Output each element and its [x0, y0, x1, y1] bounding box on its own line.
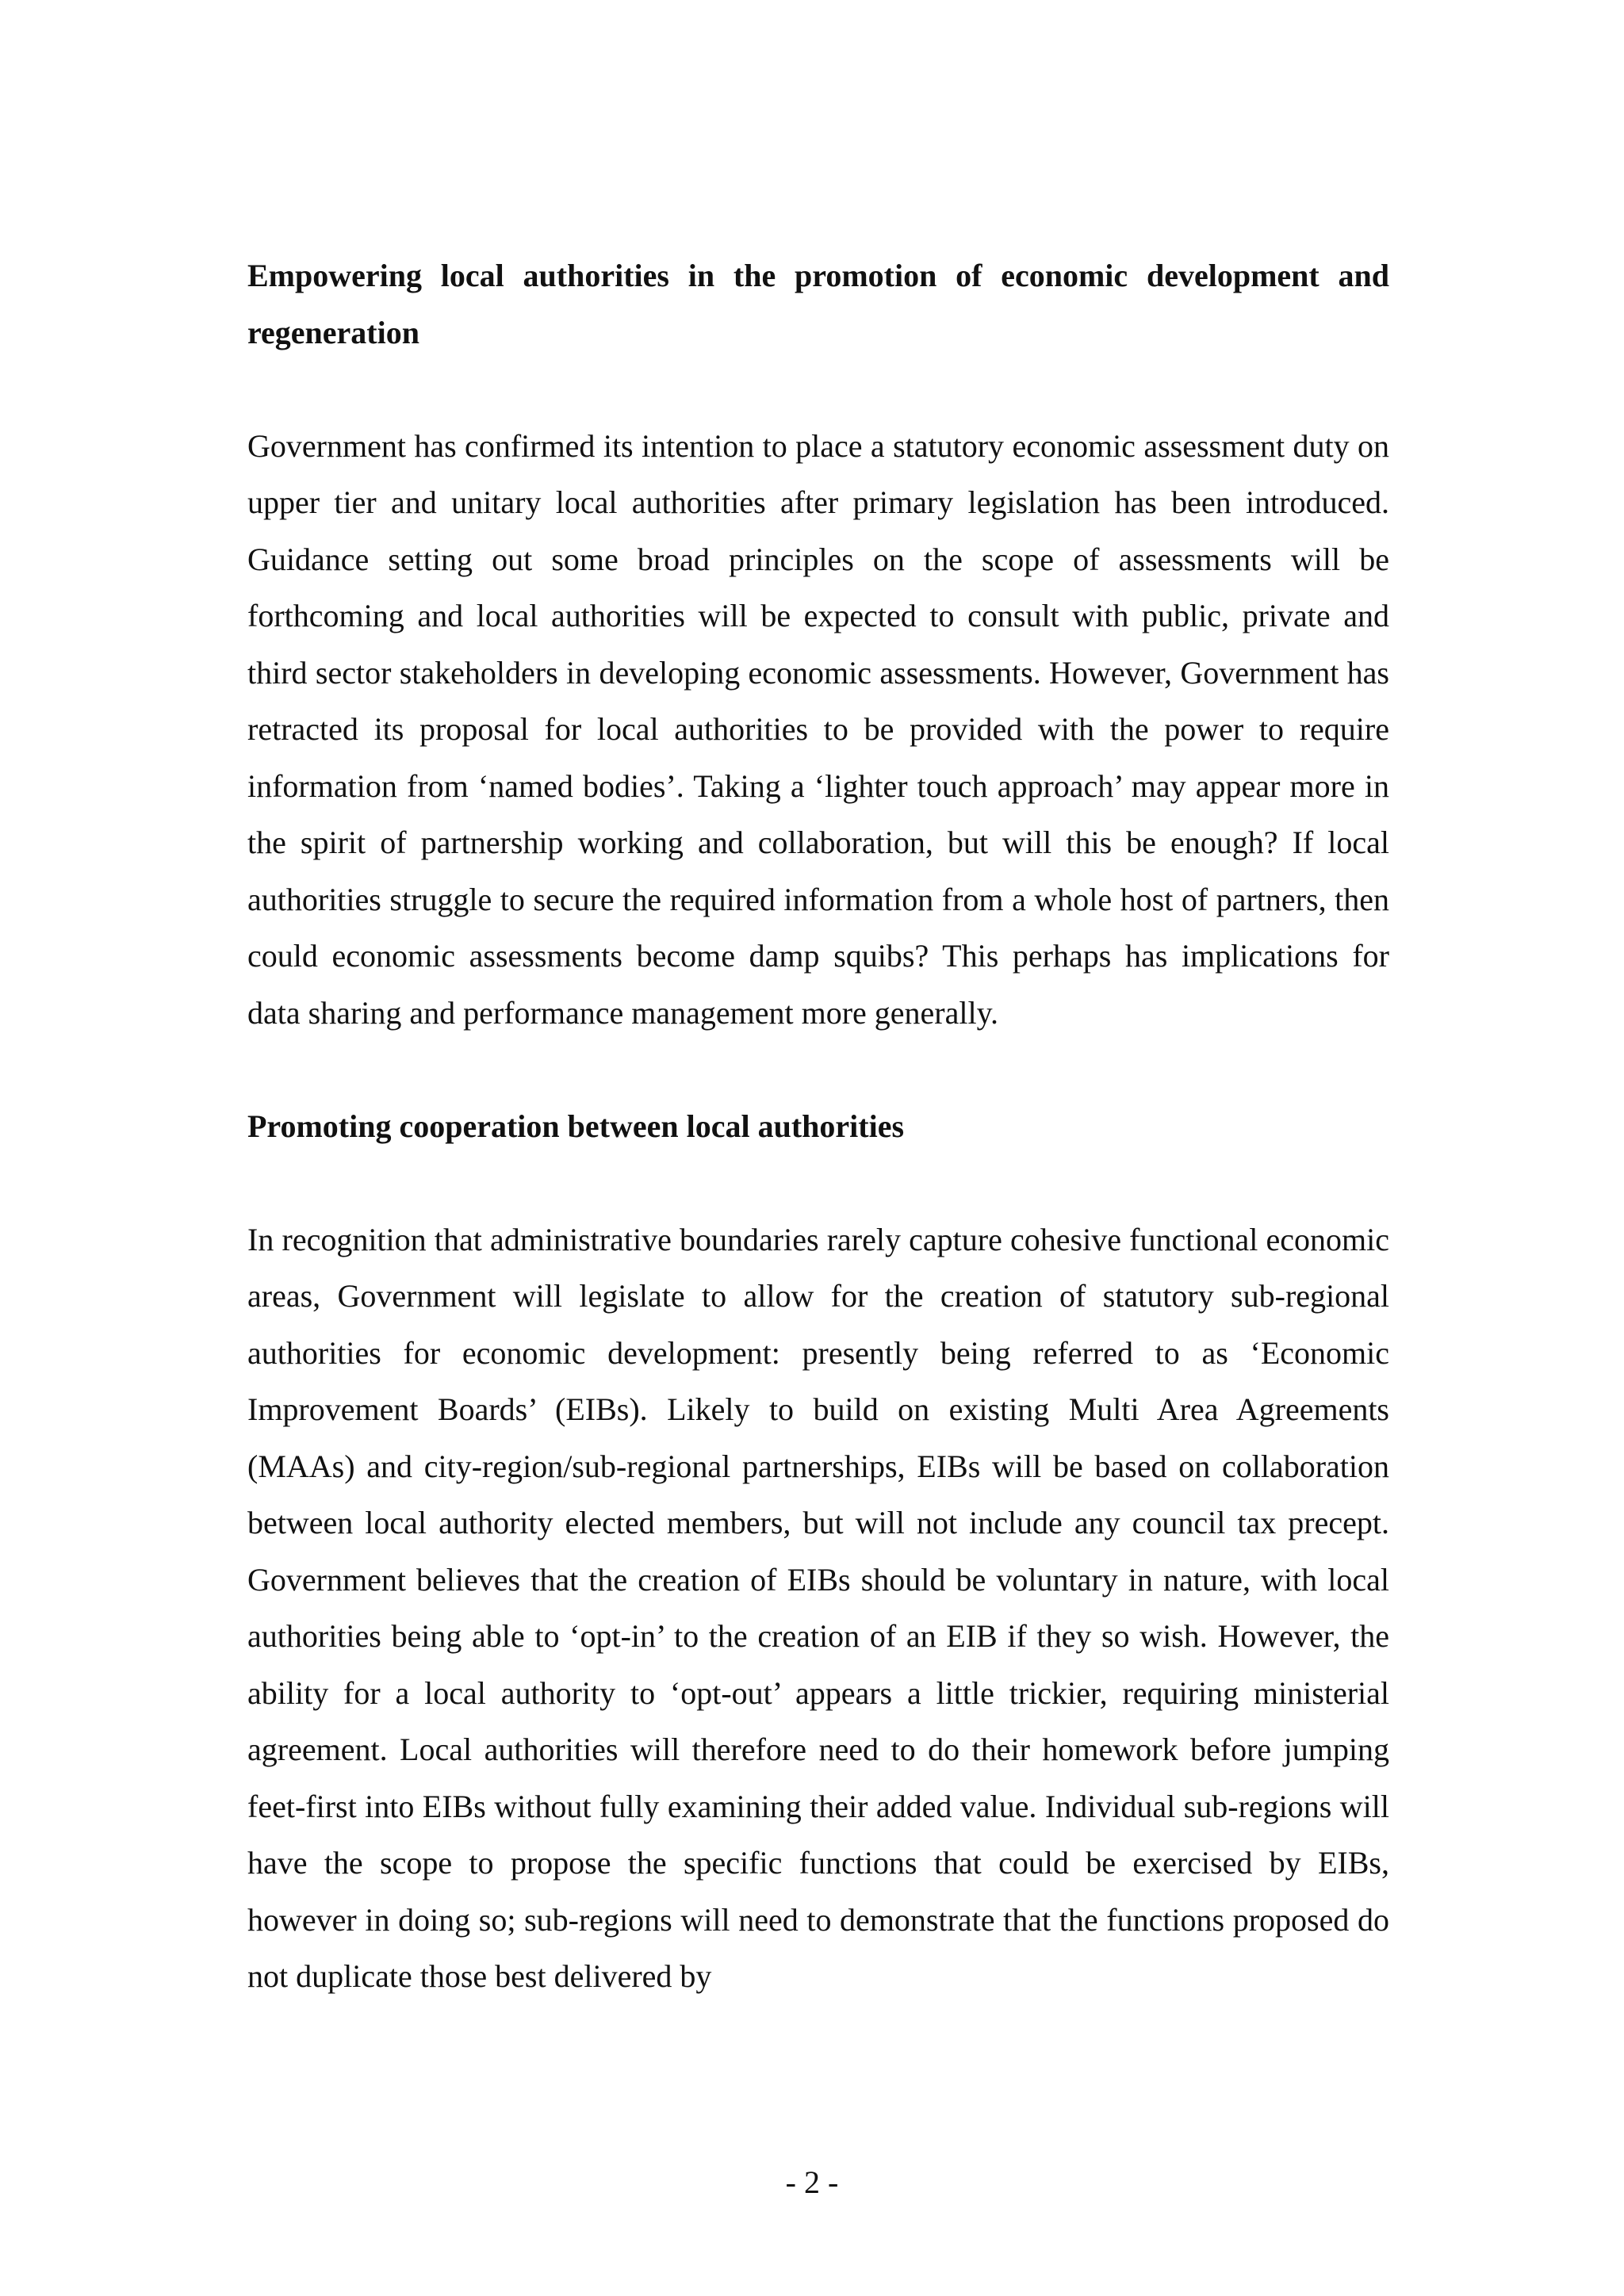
section-heading-cooperation: Promoting cooperation between local authorities	[247, 1108, 905, 1144]
page-number: - 2 -	[785, 2164, 839, 2200]
spacer	[247, 1154, 1389, 1211]
paragraph-economic-assessment: Government has confirmed its intention to place a statutory economic assessment duty on upper tier and unitary local authorities after primary legislation has been introduced. Guidance setting out some broad principles on the scope of assessments will be forthcoming and local authorities will be expected to consult with public, private and third sector stakeholders in developing economic assessments. However, Government has retracted its proposal for local authorities to be provided with the power to require information from ‘named bodies’. Taking a ‘lighter touch approach’ may appear more in the spirit of partnership working and collaboration, but will this be enough? If local authorities struggle to secure the required information from a whole host of partners, then could economic assessments become damp squibs? This perhaps has implications for data sharing and performance management more generally.	[247, 427, 1389, 1031]
section-heading-economic-development: Empowering local authorities in the promotion of economic development and regeneration	[247, 258, 1389, 350]
paragraph-economic-improvement-boards: In recognition that administrative boundaries rarely capture cohesive functional economic areas, Government will legislate to allow for the creation of statutory sub-regional authorities for economic development: presently being referred to as ‘Economic Improvement Boards’ (EIBs). Likely to build on existing Multi Area Agreements (MAAs) and city-region/sub-regional partnerships, EIBs will be based on collaboration between local authority elected members, but will not include any council tax precept. Government believes that the creation of EIBs should be voluntary in nature, with local authorities being able to ‘opt‑in’ to the creation of an EIB if they so wish. However, the ability for a local authority to ‘opt-out’ appears a little trickier, requiring ministerial agreement. Local authorities will therefore need to do their homework before jumping feet-first into EIBs without fully examining their added value. Individual sub-regions will have the scope to propose the specific functions that could be exercised by EIBs, however in doing so; sub-regions will need to demonstrate that the functions proposed do not duplicate those best delivered by	[247, 1221, 1389, 1994]
page-body	[247, 247, 1389, 2005]
spacer	[247, 361, 1389, 418]
spacer	[247, 1041, 1389, 1098]
